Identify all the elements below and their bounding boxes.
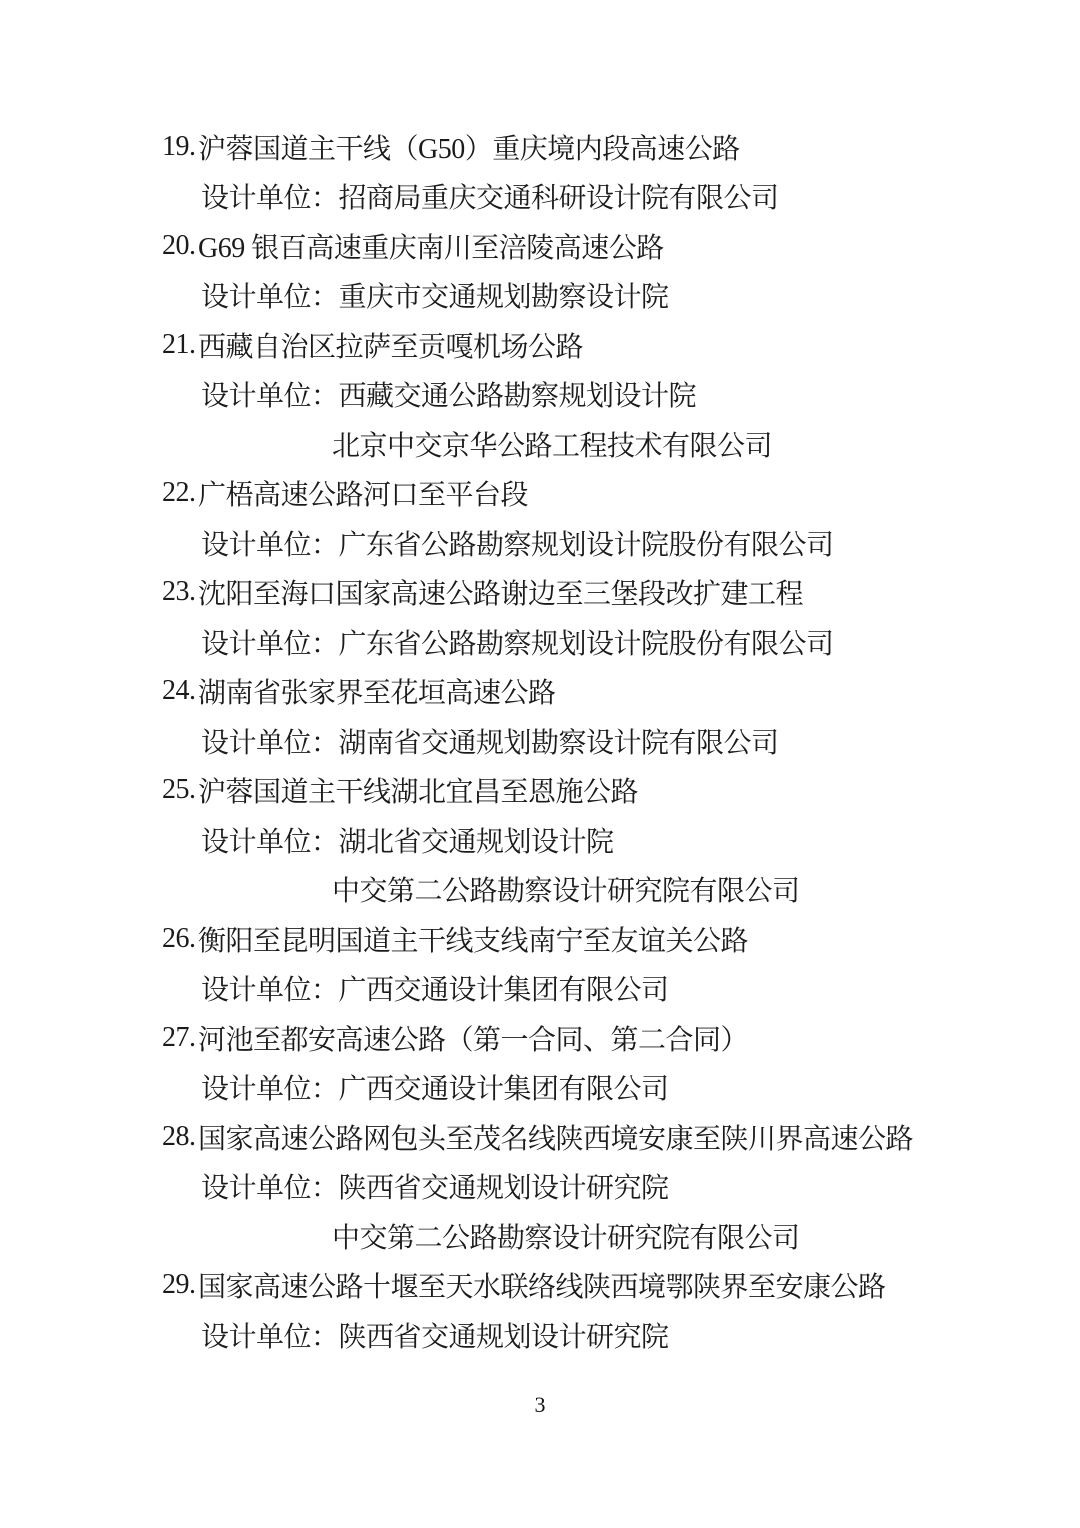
design-unit-name: 重庆市交通规划勘察设计院 bbox=[338, 282, 669, 314]
project-entry bbox=[0, 568, 1080, 667]
design-unit-label: 设计单位： bbox=[201, 529, 339, 561]
project-number: 25. bbox=[162, 774, 196, 806]
design-unit-line bbox=[0, 617, 1080, 667]
design-unit-line bbox=[0, 1310, 1080, 1360]
design-unit-line bbox=[0, 716, 1080, 766]
design-unit-name: 广东省公路勘察规划设计院股份有限公司 bbox=[338, 529, 834, 561]
project-title-line bbox=[0, 1112, 1080, 1162]
project-title-line bbox=[0, 122, 1080, 172]
design-unit-name: 湖南省交通规划勘察设计院有限公司 bbox=[338, 727, 779, 759]
project-title: 河池至都安高速公路（第一合同、第二合同） bbox=[198, 1024, 749, 1056]
project-title-line bbox=[0, 1261, 1080, 1311]
design-unit-name: 陕西省交通规划设计研究院 bbox=[338, 1173, 669, 1205]
project-number: 20. bbox=[162, 229, 196, 261]
project-title: 衡阳至昆明国道主干线支线南宁至友谊关公路 bbox=[198, 925, 749, 957]
project-entry bbox=[0, 122, 1080, 221]
design-unit-line bbox=[0, 172, 1080, 222]
design-unit-label: 设计单位： bbox=[201, 1321, 339, 1353]
project-title: G69 银百高速重庆南川至涪陵高速公路 bbox=[198, 232, 664, 264]
project-title-line bbox=[0, 1013, 1080, 1063]
design-unit-name: 中交第二公路勘察设计研究院有限公司 bbox=[332, 1222, 800, 1254]
project-title-line bbox=[0, 320, 1080, 370]
design-unit-continuation-line bbox=[0, 865, 1080, 915]
design-unit-line bbox=[0, 1162, 1080, 1212]
project-entry bbox=[0, 766, 1080, 915]
design-unit-label: 设计单位： bbox=[201, 282, 339, 314]
project-entry bbox=[0, 1261, 1080, 1360]
project-number: 28. bbox=[162, 1120, 196, 1152]
project-entry bbox=[0, 320, 1080, 469]
design-unit-continuation-line bbox=[0, 1211, 1080, 1261]
project-title: 国家高速公路十堰至天水联络线陕西境鄂陕界至安康公路 bbox=[198, 1272, 886, 1304]
project-entry bbox=[0, 914, 1080, 1013]
design-unit-label: 设计单位： bbox=[201, 975, 339, 1007]
project-entry bbox=[0, 221, 1080, 320]
project-number: 22. bbox=[162, 477, 196, 509]
design-unit-continuation-line bbox=[0, 419, 1080, 469]
project-number: 21. bbox=[162, 328, 196, 360]
design-unit-name: 广东省公路勘察规划设计院股份有限公司 bbox=[338, 628, 834, 660]
page-number: 3 bbox=[534, 1392, 546, 1417]
project-title-line bbox=[0, 766, 1080, 816]
project-title: 沪蓉国道主干线（G50）重庆境内段高速公路 bbox=[198, 133, 740, 165]
design-unit-label: 设计单位： bbox=[201, 727, 339, 759]
design-unit-name: 招商局重庆交通科研设计院有限公司 bbox=[338, 183, 779, 215]
design-unit-line bbox=[0, 1063, 1080, 1113]
project-number: 23. bbox=[162, 576, 196, 608]
project-title: 西藏自治区拉萨至贡嘎机场公路 bbox=[198, 331, 584, 363]
design-unit-name: 中交第二公路勘察设计研究院有限公司 bbox=[332, 876, 800, 908]
project-title: 沈阳至海口国家高速公路谢边至三堡段改扩建工程 bbox=[198, 579, 804, 611]
project-entry bbox=[0, 1112, 1080, 1261]
project-entry bbox=[0, 1013, 1080, 1112]
design-unit-line bbox=[0, 815, 1080, 865]
design-unit-name: 北京中交京华公路工程技术有限公司 bbox=[332, 430, 773, 462]
design-unit-name: 陕西省交通规划设计研究院 bbox=[338, 1321, 669, 1353]
project-number: 29. bbox=[162, 1269, 196, 1301]
project-title-line bbox=[0, 221, 1080, 271]
project-title: 广梧高速公路河口至平台段 bbox=[198, 480, 529, 512]
design-unit-name: 广西交通设计集团有限公司 bbox=[338, 1074, 669, 1106]
project-number: 26. bbox=[162, 922, 196, 954]
project-title-line bbox=[0, 914, 1080, 964]
design-unit-label: 设计单位： bbox=[201, 1173, 339, 1205]
project-list bbox=[0, 122, 1080, 1360]
project-number: 24. bbox=[162, 675, 196, 707]
design-unit-line bbox=[0, 518, 1080, 568]
project-entry bbox=[0, 667, 1080, 766]
project-title: 湖南省张家界至花垣高速公路 bbox=[198, 678, 556, 710]
design-unit-name: 广西交通设计集团有限公司 bbox=[338, 975, 669, 1007]
project-title: 国家高速公路网包头至茂名线陕西境安康至陕川界高速公路 bbox=[198, 1123, 914, 1155]
project-title: 沪蓉国道主干线湖北宜昌至恩施公路 bbox=[198, 777, 639, 809]
design-unit-line bbox=[0, 370, 1080, 420]
project-number: 19. bbox=[162, 130, 196, 162]
design-unit-name: 西藏交通公路勘察规划设计院 bbox=[338, 381, 697, 413]
project-title-line bbox=[0, 667, 1080, 717]
design-unit-label: 设计单位： bbox=[201, 381, 339, 413]
project-title-line bbox=[0, 469, 1080, 519]
design-unit-line bbox=[0, 271, 1080, 321]
project-title-line bbox=[0, 568, 1080, 618]
project-number: 27. bbox=[162, 1021, 196, 1053]
design-unit-name: 湖北省交通规划设计院 bbox=[338, 826, 614, 858]
design-unit-label: 设计单位： bbox=[201, 826, 339, 858]
design-unit-label: 设计单位： bbox=[201, 628, 339, 660]
design-unit-label: 设计单位： bbox=[201, 1074, 339, 1106]
design-unit-label: 设计单位： bbox=[201, 183, 339, 215]
project-entry bbox=[0, 469, 1080, 568]
design-unit-line bbox=[0, 964, 1080, 1014]
